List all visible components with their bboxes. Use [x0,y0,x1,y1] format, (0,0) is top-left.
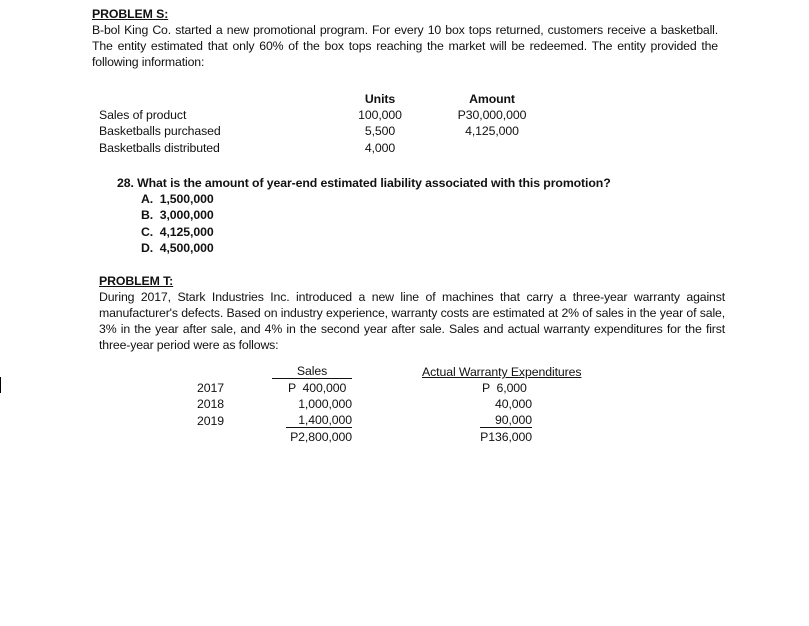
year-label: 2017 [197,381,224,395]
expend-value: P 6,000 [482,381,527,395]
row-label: Sales of product [99,108,187,122]
choice-letter: C. [141,225,154,239]
intro-line: following information: [92,55,205,69]
row-amount: P30,000,000 [457,108,527,122]
row-units: 5,500 [364,124,396,138]
row-amount: 4,125,000 [465,124,519,138]
sales-value: 1,000,000 [298,397,352,411]
row-units: 100,000 [358,108,402,122]
row-label: Basketballs distributed [99,141,220,155]
choice-text: 1,500,000 [159,192,214,206]
expend-header: Actual Warranty Expenditures [422,365,582,379]
row-label: Basketballs purchased [99,124,221,138]
intro-line: manufacturer's defects. Based on industry experience, warranty costs are estimated at 2% of sales in the year of sale, [99,306,725,320]
choice-a[interactable] [141,191,214,207]
year-label: 2018 [197,397,224,411]
choice-letter: A. [141,192,154,206]
expend-value: 90,000 [480,413,532,428]
intro-line: 3% in the year after sale, and 4% in the second year after sale. Sales and actual warranty expenditures for the first [99,322,725,336]
page-edge-marker [0,377,1,393]
problem-s-intro [92,22,718,70]
units-header: Units [364,92,396,106]
intro-line: The entity estimated that only 60% of the box tops reaching the market will be redeemed. The entity provided the [92,39,718,53]
year-label: 2019 [197,414,224,428]
amount-header: Amount [469,92,515,106]
problem-s-heading: PROBLEM S: [92,7,169,21]
sales-value: 1,400,000 [286,413,352,428]
choice-c[interactable] [141,224,214,240]
choice-d[interactable] [141,240,214,256]
problem-t-heading: PROBLEM T: [99,274,174,288]
intro-line: During 2017, Stark Industries Inc. introduced a new line of machines that carry a three-year warranty against [99,290,725,304]
row-units: 4,000 [364,141,396,155]
choice-text: 3,000,000 [159,208,214,222]
expend-total: P136,000 [480,430,532,444]
intro-line: three-year period were as follows: [99,338,279,352]
sales-value: P 400,000 [288,381,347,395]
choice-text: 4,125,000 [159,225,214,239]
expend-value: 40,000 [494,397,532,411]
problem-t-intro [99,289,725,353]
choice-text: 4,500,000 [159,241,214,255]
choice-letter: D. [141,241,154,255]
sales-header: Sales [272,364,352,379]
sales-total: P2,800,000 [290,430,352,444]
choice-letter: B. [141,208,154,222]
choice-b[interactable] [141,207,214,223]
intro-line: B-bol King Co. started a new promotional program. For every 10 box tops returned, customers receive a basketball. [92,23,718,37]
question-28: 28. What is the amount of year-end estimated liability associated with this promotion? [117,176,611,190]
